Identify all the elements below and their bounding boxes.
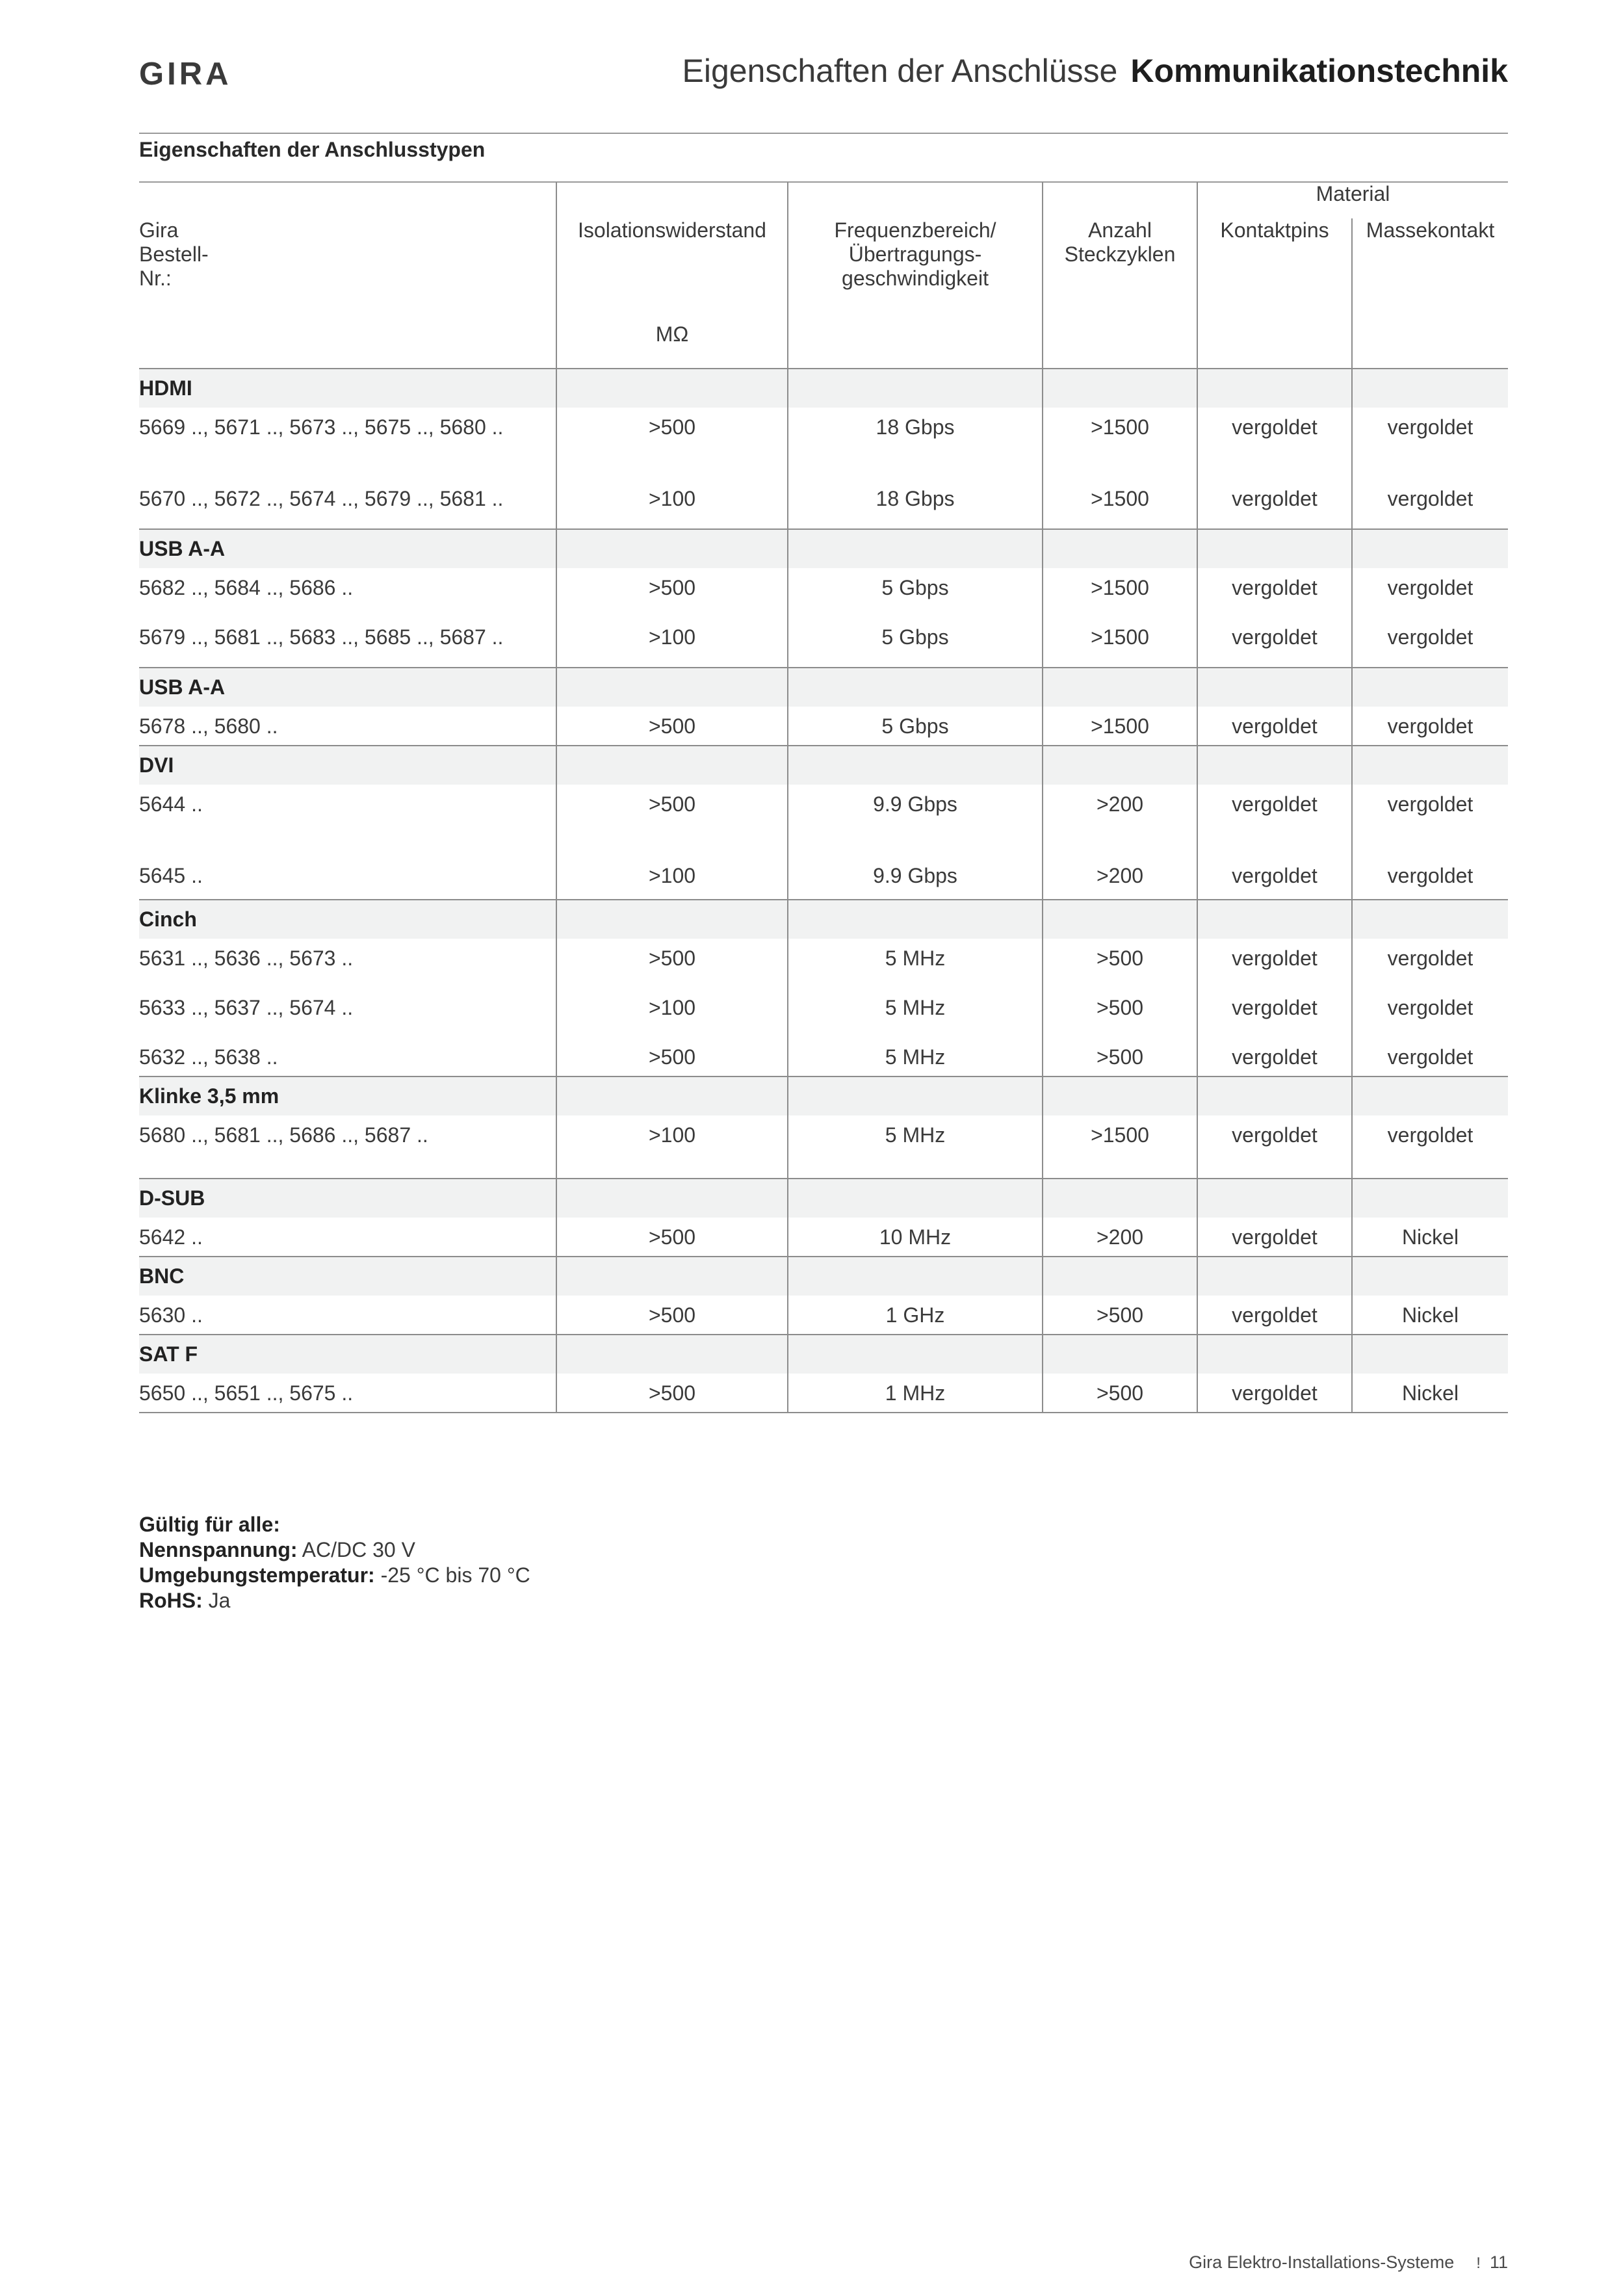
page-title-light: Eigenschaften der Anschlüsse — [682, 53, 1118, 89]
group-empty-cell — [556, 900, 788, 939]
header-material: Material — [1197, 182, 1508, 218]
contact-pins-cell: vergoldet — [1197, 1374, 1352, 1413]
contact-pins-cell: vergoldet — [1197, 856, 1352, 900]
footer-text: Gira Elektro-Installations-Systeme — [1189, 2252, 1455, 2272]
frequency-cell: 5 Gbps — [788, 707, 1043, 746]
frequency-cell: 1 MHz — [788, 1374, 1043, 1413]
ground-contact-cell: vergoldet — [1352, 408, 1508, 479]
table-header-material-row — [139, 182, 1508, 218]
frequency-cell: 18 Gbps — [788, 408, 1043, 479]
isolation-cell: >500 — [556, 408, 788, 479]
cycles-cell: >1500 — [1043, 408, 1197, 479]
group-empty-cell — [1197, 746, 1352, 785]
table-row — [139, 856, 1508, 900]
contact-pins-cell: vergoldet — [1197, 707, 1352, 746]
isolation-cell: >500 — [556, 785, 788, 856]
group-empty-cell — [788, 1179, 1043, 1218]
group-empty-cell — [1352, 668, 1508, 707]
group-row — [139, 1257, 1508, 1296]
group-empty-cell — [1197, 1257, 1352, 1296]
page-title — [682, 52, 1508, 90]
group-row — [139, 369, 1508, 408]
frequency-cell: 5 Gbps — [788, 568, 1043, 618]
isolation-cell: >500 — [556, 939, 788, 988]
isolation-cell: >100 — [556, 1115, 788, 1179]
ground-contact-cell: vergoldet — [1352, 1037, 1508, 1076]
isolation-cell: >100 — [556, 479, 788, 529]
order-number-cell: 5644 .. — [139, 792, 203, 816]
ground-contact-cell: vergoldet — [1352, 568, 1508, 618]
group-empty-cell — [1043, 529, 1197, 568]
ground-contact-cell: vergoldet — [1352, 618, 1508, 668]
table-header-unit-row — [139, 322, 1508, 369]
group-empty-cell — [788, 1335, 1043, 1374]
ground-contact-cell: vergoldet — [1352, 988, 1508, 1037]
group-empty-cell — [788, 369, 1043, 408]
group-empty-cell — [1352, 1335, 1508, 1374]
header-cycles: Anzahl Steckzyklen — [1043, 218, 1197, 322]
group-title: Klinke 3,5 mm — [139, 1076, 556, 1115]
isolation-cell: >100 — [556, 988, 788, 1037]
group-empty-cell — [1043, 1257, 1197, 1296]
group-empty-cell — [788, 668, 1043, 707]
table-row — [139, 479, 1508, 529]
group-empty-cell — [556, 369, 788, 408]
contact-pins-cell: vergoldet — [1197, 1037, 1352, 1076]
group-empty-cell — [788, 529, 1043, 568]
table-row — [139, 1374, 1508, 1413]
group-empty-cell — [1043, 369, 1197, 408]
table-header-row — [139, 218, 1508, 322]
ground-contact-cell: vergoldet — [1352, 707, 1508, 746]
group-empty-cell — [788, 746, 1043, 785]
frequency-cell: 5 MHz — [788, 1037, 1043, 1076]
frequency-cell: 9.9 Gbps — [788, 856, 1043, 900]
page-footer — [1189, 2252, 1508, 2273]
isolation-cell: >100 — [556, 618, 788, 668]
isolation-cell: >500 — [556, 568, 788, 618]
isolation-cell: >100 — [556, 856, 788, 900]
header-isolation: Isolationswiderstand — [556, 218, 788, 322]
group-empty-cell — [1043, 900, 1197, 939]
general-notes — [139, 1512, 530, 1613]
isolation-cell: >500 — [556, 1374, 788, 1413]
group-empty-cell — [1197, 1179, 1352, 1218]
group-empty-cell — [556, 746, 788, 785]
frequency-cell: 5 MHz — [788, 1115, 1043, 1179]
cycles-cell: >500 — [1043, 988, 1197, 1037]
contact-pins-cell: vergoldet — [1197, 1296, 1352, 1335]
voltage-value: AC/DC 30 V — [302, 1538, 415, 1561]
group-row — [139, 900, 1508, 939]
order-number-cell: 5645 .. — [139, 864, 203, 887]
table-row — [139, 988, 1508, 1037]
cycles-cell: >500 — [1043, 1037, 1197, 1076]
group-empty-cell — [788, 900, 1043, 939]
group-empty-cell — [1043, 1179, 1197, 1218]
rohs-label: RoHS: — [139, 1589, 203, 1612]
ground-contact-cell: vergoldet — [1352, 939, 1508, 988]
info-i-icon: ǃ — [1476, 2254, 1481, 2272]
table-row — [139, 1218, 1508, 1257]
frequency-cell: 1 GHz — [788, 1296, 1043, 1335]
page-header — [139, 52, 1508, 95]
group-empty-cell — [556, 1179, 788, 1218]
order-number-cell: 5678 .., 5680 .. — [139, 714, 278, 738]
group-title: BNC — [139, 1257, 556, 1296]
frequency-cell: 18 Gbps — [788, 479, 1043, 529]
group-title: Cinch — [139, 900, 556, 939]
frequency-cell: 9.9 Gbps — [788, 785, 1043, 856]
isolation-cell: >500 — [556, 1218, 788, 1257]
ground-contact-cell: vergoldet — [1352, 785, 1508, 856]
order-number-cell: 5680 .., 5681 .., 5686 .., 5687 .. — [139, 1123, 428, 1147]
group-title: HDMI — [139, 369, 556, 408]
gira-logo: GIRA — [139, 57, 232, 92]
cycles-cell: >1500 — [1043, 568, 1197, 618]
order-number-cell: 5669 .., 5671 .., 5673 .., 5675 .., 5680 .. — [139, 415, 504, 439]
contact-pins-cell: vergoldet — [1197, 1115, 1352, 1179]
section-title: Eigenschaften der Anschlusstypen — [139, 138, 486, 161]
header-ground-contact: Massekontakt — [1352, 218, 1508, 322]
cycles-cell: >1500 — [1043, 479, 1197, 529]
table-row — [139, 939, 1508, 988]
group-empty-cell — [788, 1257, 1043, 1296]
header-frequency: Frequenzbereich/ Übertragungs- geschwindigkeit — [788, 218, 1043, 322]
ground-contact-cell: Nickel — [1352, 1296, 1508, 1335]
header-order-number: Gira Bestell- Nr.: — [139, 218, 209, 290]
order-number-cell: 5679 .., 5681 .., 5683 .., 5685 .., 5687 .. — [139, 625, 504, 649]
group-empty-cell — [1352, 746, 1508, 785]
group-empty-cell — [1197, 369, 1352, 408]
order-number-cell: 5650 .., 5651 .., 5675 .. — [139, 1374, 556, 1413]
connector-properties-table — [139, 182, 1508, 1413]
frequency-cell: 5 Gbps — [788, 618, 1043, 668]
table-row — [139, 1115, 1508, 1179]
contact-pins-cell: vergoldet — [1197, 1218, 1352, 1257]
table-row — [139, 408, 1508, 479]
temperature-value: -25 °C bis 70 °C — [380, 1563, 530, 1587]
ground-contact-cell: vergoldet — [1352, 479, 1508, 529]
group-empty-cell — [1197, 1076, 1352, 1115]
rohs-value: Ja — [208, 1589, 231, 1612]
group-title: DVI — [139, 746, 556, 785]
group-empty-cell — [1352, 1257, 1508, 1296]
notes-title: Gültig für alle: — [139, 1513, 280, 1536]
ground-contact-cell: vergoldet — [1352, 1115, 1508, 1179]
group-empty-cell — [556, 1076, 788, 1115]
group-row — [139, 746, 1508, 785]
frequency-cell: 5 MHz — [788, 988, 1043, 1037]
group-title: SAT F — [139, 1335, 556, 1374]
table-row — [139, 568, 1508, 618]
group-empty-cell — [1043, 746, 1197, 785]
temperature-label: Umgebungstemperatur: — [139, 1563, 375, 1587]
group-empty-cell — [1352, 529, 1508, 568]
header-divider — [139, 133, 1508, 134]
group-row — [139, 1335, 1508, 1374]
cycles-cell: >500 — [1043, 1296, 1197, 1335]
group-title: D-SUB — [139, 1179, 556, 1218]
order-number-cell: 5632 .., 5638 .. — [139, 1045, 278, 1069]
isolation-cell: >500 — [556, 1037, 788, 1076]
page-title-bold: Kommunikationstechnik — [1130, 53, 1508, 89]
order-number-cell: 5630 .. — [139, 1303, 203, 1327]
contact-pins-cell: vergoldet — [1197, 568, 1352, 618]
contact-pins-cell: vergoldet — [1197, 408, 1352, 479]
group-title: USB A-A — [139, 529, 556, 568]
group-row — [139, 1076, 1508, 1115]
order-number-cell: 5642 .. — [139, 1225, 203, 1249]
ground-contact-cell: Nickel — [1352, 1218, 1508, 1257]
contact-pins-cell: vergoldet — [1197, 988, 1352, 1037]
cycles-cell: >200 — [1043, 856, 1197, 900]
group-empty-cell — [1197, 900, 1352, 939]
order-number-cell: 5670 .., 5672 .., 5674 .., 5679 .., 5681 .. — [139, 487, 504, 510]
group-empty-cell — [1197, 529, 1352, 568]
group-empty-cell — [1043, 668, 1197, 707]
ground-contact-cell: Nickel — [1352, 1374, 1508, 1413]
contact-pins-cell: vergoldet — [1197, 479, 1352, 529]
table-row — [139, 707, 1508, 746]
page-number: 11 — [1489, 2252, 1508, 2272]
cycles-cell: >1500 — [1043, 618, 1197, 668]
group-empty-cell — [556, 1335, 788, 1374]
cycles-cell: >500 — [1043, 939, 1197, 988]
header-contact-pins: Kontaktpins — [1197, 218, 1352, 322]
group-row — [139, 529, 1508, 568]
cycles-cell: >1500 — [1043, 1115, 1197, 1179]
group-empty-cell — [556, 529, 788, 568]
cycles-cell: >1500 — [1043, 707, 1197, 746]
group-empty-cell — [1197, 1335, 1352, 1374]
order-number-cell: 5631 .., 5636 .., 5673 .. — [139, 946, 354, 970]
group-row — [139, 668, 1508, 707]
order-number-cell: 5682 .., 5684 .., 5686 .. — [139, 576, 354, 599]
frequency-cell: 10 MHz — [788, 1218, 1043, 1257]
contact-pins-cell: vergoldet — [1197, 785, 1352, 856]
group-empty-cell — [1197, 668, 1352, 707]
group-title: USB A-A — [139, 668, 556, 707]
group-empty-cell — [556, 668, 788, 707]
group-empty-cell — [1043, 1335, 1197, 1374]
group-empty-cell — [1352, 369, 1508, 408]
frequency-cell: 5 MHz — [788, 939, 1043, 988]
group-empty-cell — [788, 1076, 1043, 1115]
isolation-cell: >500 — [556, 1296, 788, 1335]
group-empty-cell — [1043, 1076, 1197, 1115]
cycles-cell: >500 — [1043, 1374, 1197, 1413]
contact-pins-cell: vergoldet — [1197, 939, 1352, 988]
voltage-label: Nennspannung: — [139, 1538, 298, 1561]
group-row — [139, 1179, 1508, 1218]
cycles-cell: >200 — [1043, 785, 1197, 856]
table-row — [139, 785, 1508, 856]
order-number-cell: 5633 .., 5637 .., 5674 .. — [139, 996, 354, 1019]
isolation-cell: >500 — [556, 707, 788, 746]
group-empty-cell — [1352, 1179, 1508, 1218]
table-row — [139, 1296, 1508, 1335]
group-empty-cell — [556, 1257, 788, 1296]
group-empty-cell — [1352, 900, 1508, 939]
header-unit-isolation: MΩ — [556, 322, 788, 369]
group-empty-cell — [1352, 1076, 1508, 1115]
contact-pins-cell: vergoldet — [1197, 618, 1352, 668]
cycles-cell: >200 — [1043, 1218, 1197, 1257]
table-row — [139, 618, 1508, 668]
table-row — [139, 1037, 1508, 1076]
ground-contact-cell: vergoldet — [1352, 856, 1508, 900]
